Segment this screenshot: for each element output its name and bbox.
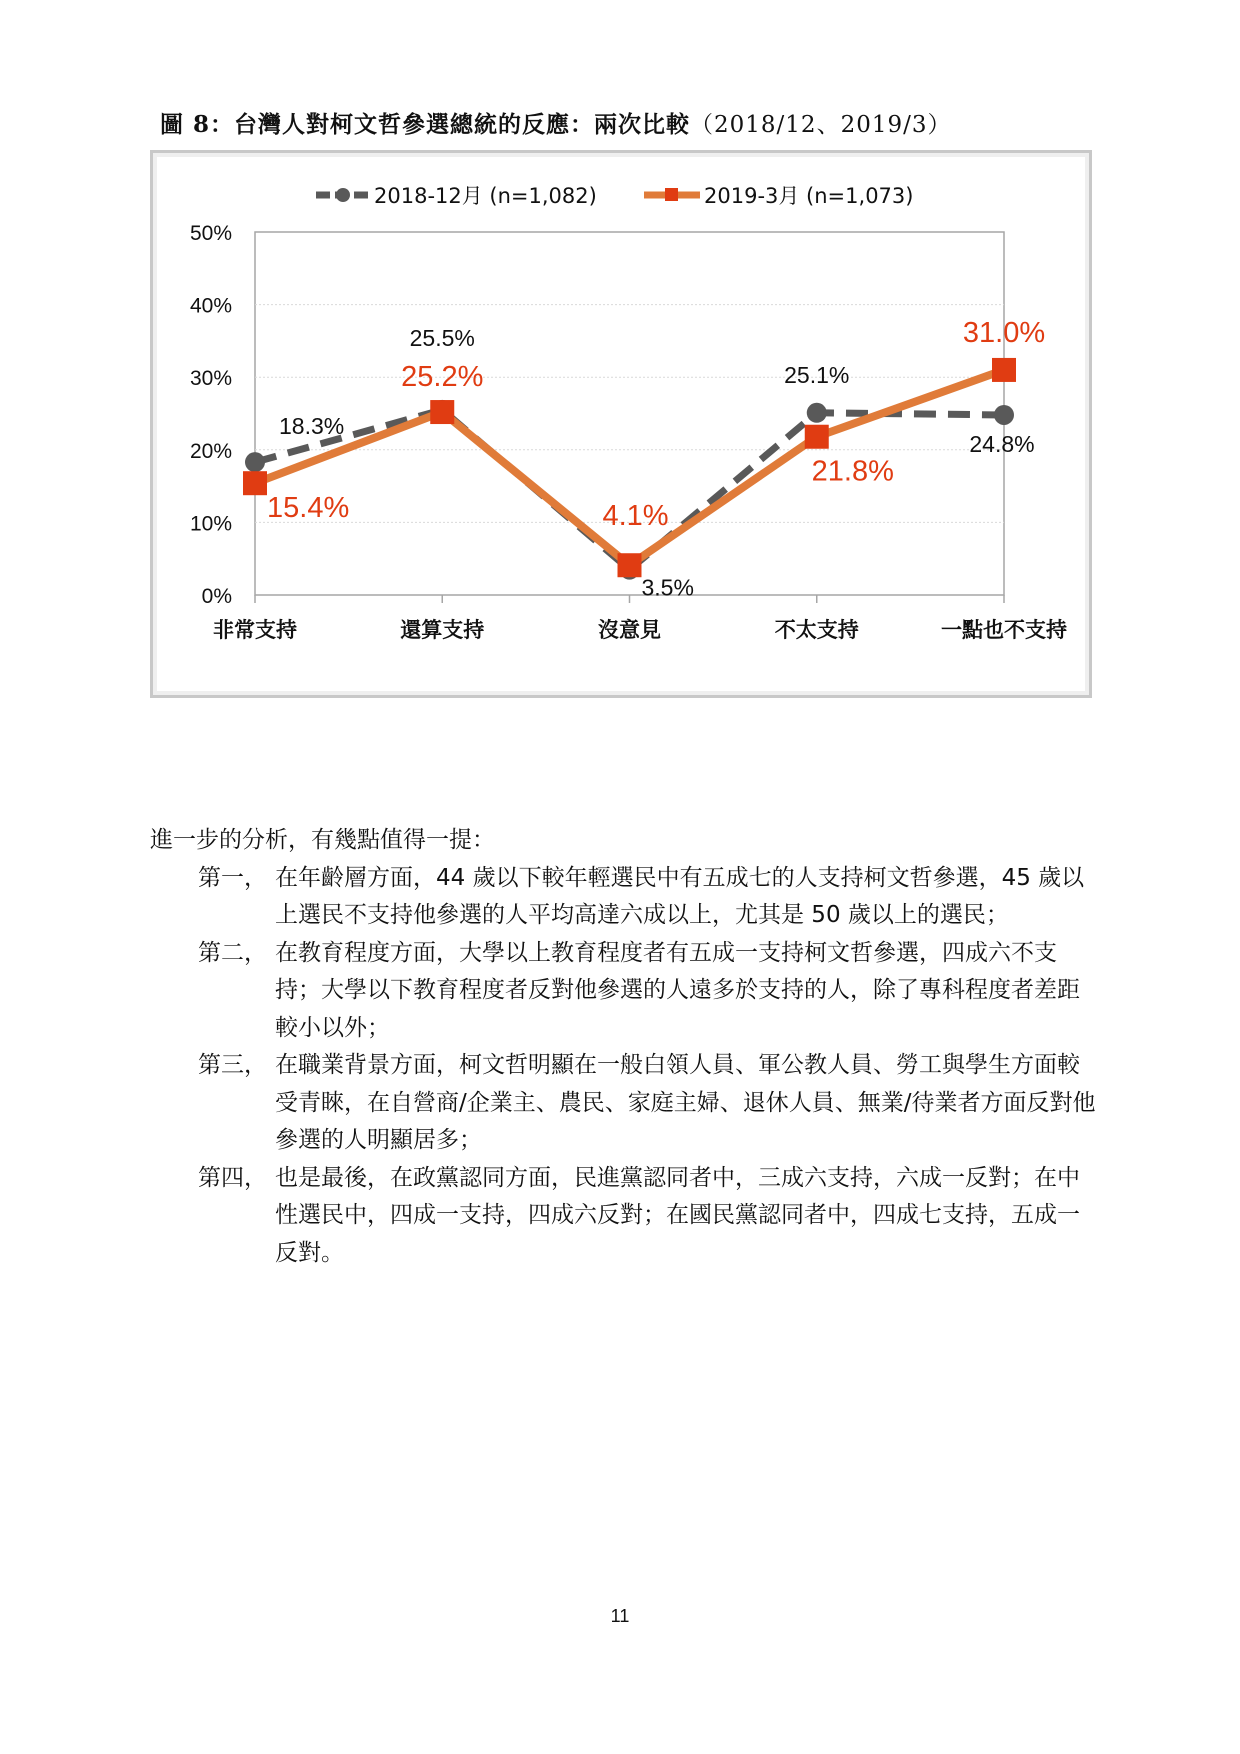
x-tick-label: 還算支持 bbox=[400, 618, 485, 642]
item-label: 第二， bbox=[198, 939, 267, 966]
page-number: 11 bbox=[610, 1606, 630, 1626]
x-tick-label: 非常支持 bbox=[213, 618, 297, 642]
point-2018 bbox=[807, 403, 827, 423]
data-label-2018: 25.5% bbox=[409, 324, 475, 351]
y-tick-label: 50% bbox=[189, 222, 232, 245]
item-label: 第三， bbox=[198, 1052, 267, 1078]
series-line-2018 bbox=[255, 410, 1004, 570]
y-tick-label: 10% bbox=[189, 512, 232, 536]
item-label: 第一， bbox=[198, 864, 267, 891]
y-axis-ticks bbox=[190, 222, 232, 608]
data-labels bbox=[267, 317, 1045, 601]
point-2019 bbox=[243, 471, 267, 495]
chart-legend bbox=[316, 184, 913, 208]
data-label-2018: 3.5% bbox=[641, 574, 694, 601]
point-2019 bbox=[430, 400, 454, 424]
legend-marker-2019 bbox=[665, 188, 678, 201]
x-tick-label: 沒意見 bbox=[598, 618, 661, 642]
item-text: 在職業背景方面，柯文哲明顯在一般白領人員、軍公教人員、勞工與學生方面較受青睞，在自營商/企業主、農民、家庭主婦、退休人員、無業/待業者方面反對他參選的人明顯居多； bbox=[275, 1052, 1096, 1153]
y-tick-label: 0% bbox=[201, 585, 232, 608]
x-tick-label: 一點也不支持 bbox=[941, 618, 1067, 642]
point-2019 bbox=[805, 425, 829, 449]
item-text: 也是最後，在政黨認同方面，民進黨認同者中，三成六支持，六成一反對；在中性選民中，四成一支持，四成六反對；在國民黨認同者中，四成七支持，五成一反對。 bbox=[275, 1164, 1080, 1266]
analysis-item-1 bbox=[150, 860, 1100, 935]
data-label-2019: 25.2% bbox=[401, 361, 484, 394]
y-tick-label: 40% bbox=[189, 294, 232, 318]
legend-label-2019: 2019-3月 (n=1,073) bbox=[704, 184, 914, 208]
point-2019 bbox=[618, 553, 642, 577]
item-label: 第四， bbox=[198, 1164, 267, 1191]
analysis-item-4 bbox=[150, 1160, 1100, 1273]
y-tick-label: 30% bbox=[189, 367, 232, 391]
x-axis-ticks bbox=[213, 595, 1067, 642]
chart-series bbox=[243, 358, 1016, 580]
legend-marker-2018 bbox=[336, 188, 350, 202]
intro-paragraph: 進一步的分析，有幾點值得一提： bbox=[150, 827, 495, 853]
item-text: 在年齡層方面，44 歲以下較年輕選民中有五成七的人支持柯文哲參選，45 歲以上選民不支持他參選的人平均高達六成以上，尤其是 50 歲以上的選民； bbox=[275, 864, 1085, 928]
data-label-2019: 21.8% bbox=[811, 455, 894, 488]
analysis-item-3 bbox=[150, 1047, 1100, 1160]
point-2018 bbox=[245, 452, 265, 472]
point-2018 bbox=[994, 405, 1014, 425]
analysis-text bbox=[150, 822, 1100, 1272]
data-label-2019: 4.1% bbox=[602, 500, 669, 533]
analysis-item-2 bbox=[150, 935, 1100, 1048]
item-text: 在教育程度方面，大學以上教育程度者有五成一支持柯文哲參選，四成六不支持；大學以下教育程度者反對他參選的人遠多於支持的人，除了專科程度者差距較小以外； bbox=[275, 939, 1080, 1041]
legend-label-2018: 2018-12月 (n=1,082) bbox=[374, 184, 597, 208]
figure-title-suffix: （2018/12、2019/3） bbox=[690, 112, 952, 138]
data-label-2018: 18.3% bbox=[279, 413, 345, 440]
y-tick-label: 20% bbox=[189, 439, 232, 463]
data-label-2018: 24.8% bbox=[969, 430, 1035, 457]
data-label-2019: 15.4% bbox=[267, 492, 350, 525]
data-label-2019: 31.0% bbox=[962, 316, 1046, 349]
x-tick-label: 不太支持 bbox=[774, 618, 859, 642]
data-label-2018: 25.1% bbox=[784, 361, 850, 388]
figure-title-main: 圖 8：台灣人對柯文哲參選總統的反應：兩次比較 bbox=[160, 111, 691, 138]
line-chart bbox=[0, 0, 1240, 760]
point-2019 bbox=[992, 358, 1016, 382]
